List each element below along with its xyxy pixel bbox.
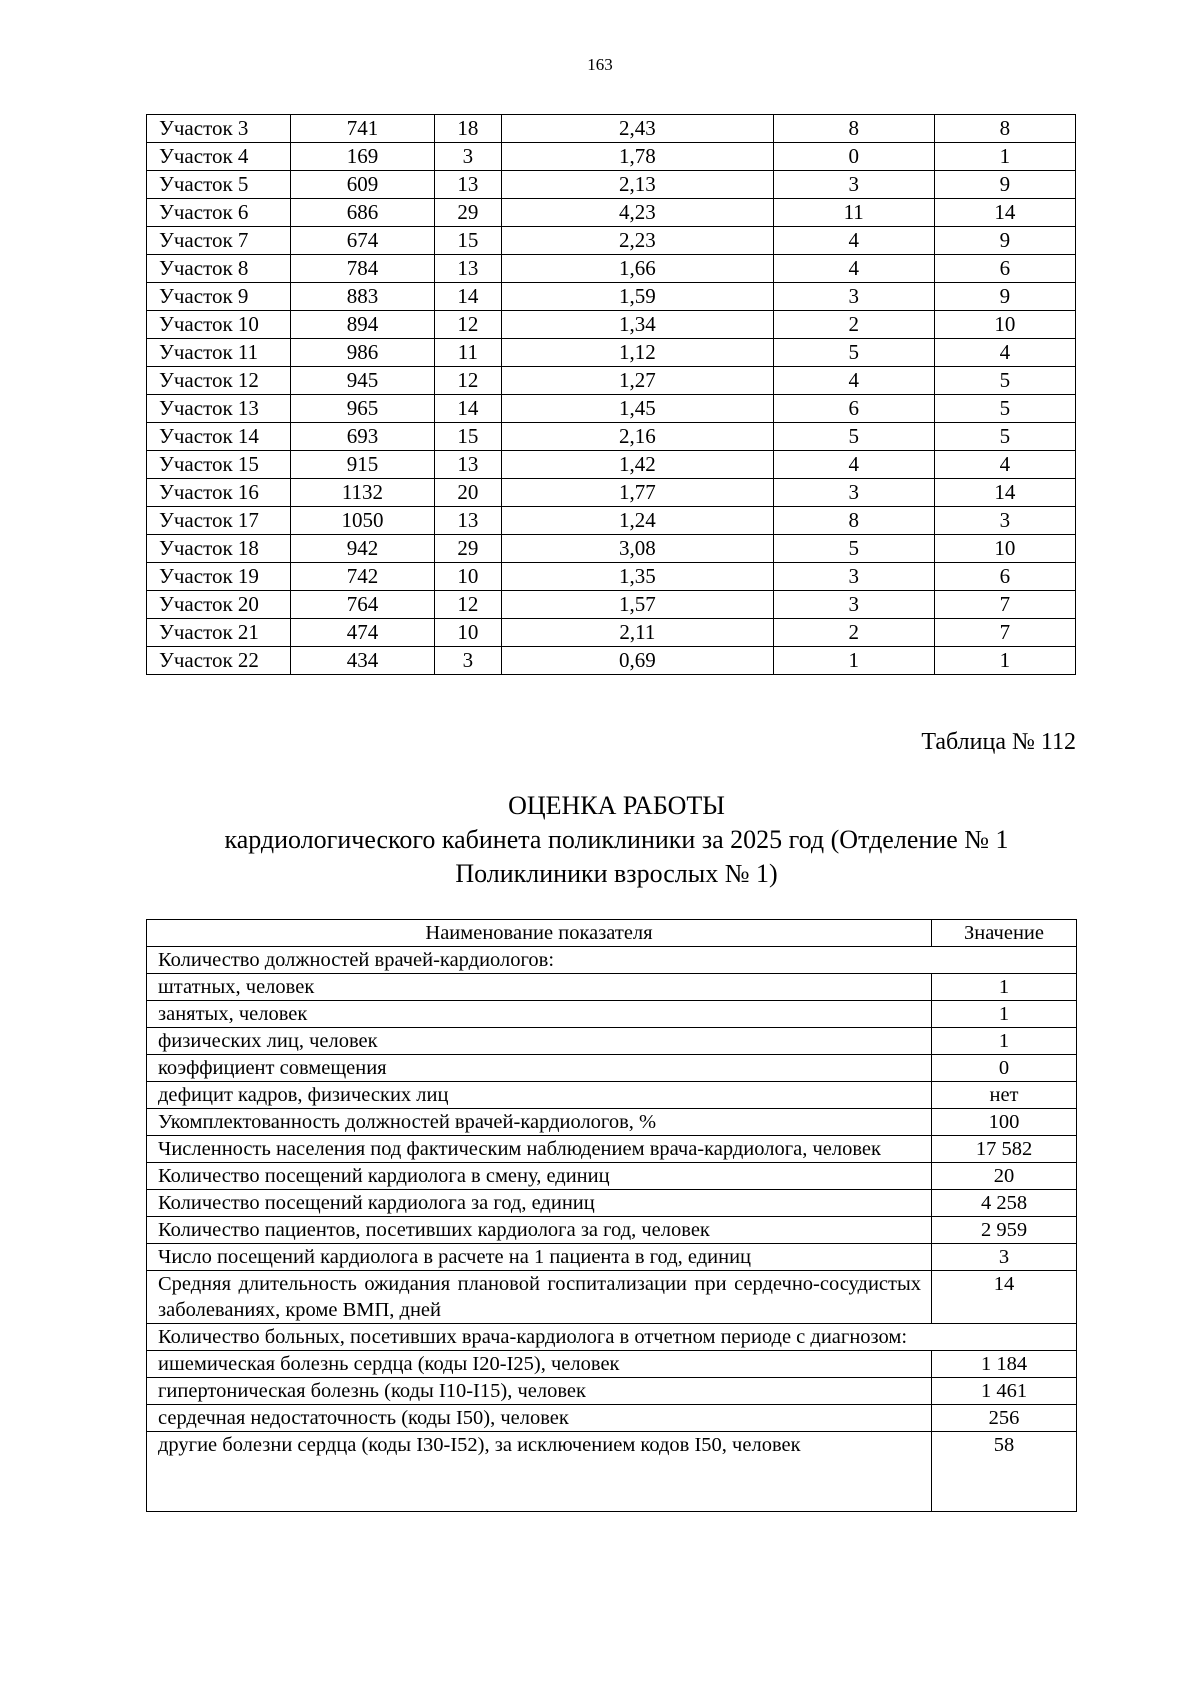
table-cell: 7 — [934, 619, 1075, 647]
table-cell: 14 — [434, 283, 501, 311]
table-cell: 741 — [291, 115, 435, 143]
table-row — [147, 1432, 1077, 1512]
table-cell: 764 — [291, 591, 435, 619]
table-cell: 8 — [773, 115, 934, 143]
district-name-cell: Участок 6 — [147, 199, 291, 227]
table-row — [147, 591, 1076, 619]
district-name-cell: Участок 17 — [147, 507, 291, 535]
table-row — [147, 1217, 1077, 1244]
table-cell: 12 — [434, 591, 501, 619]
header-value: Значение — [932, 920, 1077, 947]
table-cell: 1,27 — [502, 367, 774, 395]
table-cell: 1 — [934, 647, 1075, 675]
district-name-cell: Участок 18 — [147, 535, 291, 563]
table-row — [147, 1028, 1077, 1055]
table-cell: 0 — [773, 143, 934, 171]
indicator-label: гипертоническая болезнь (коды I10-I15), человек — [147, 1378, 932, 1405]
table-cell: 13 — [434, 255, 501, 283]
district-name-cell: Участок 5 — [147, 171, 291, 199]
indicator-value: 1 — [932, 1001, 1077, 1028]
table-cell: 8 — [773, 507, 934, 535]
table-cell: 13 — [434, 451, 501, 479]
indicator-label: Численность населения под фактическим наблюдением врача-кардиолога, человек — [147, 1136, 932, 1163]
table-cell: 784 — [291, 255, 435, 283]
indicator-value: нет — [932, 1082, 1077, 1109]
indicator-value: 0 — [932, 1055, 1077, 1082]
table-cell: 1,57 — [502, 591, 774, 619]
table-row — [147, 507, 1076, 535]
table-cell: 1,78 — [502, 143, 774, 171]
table-cell: 742 — [291, 563, 435, 591]
indicator-label: дефицит кадров, физических лиц — [147, 1082, 932, 1109]
table-subtitle-line1: кардиологического кабинета поликлиники за 2025 год (Отделение № 1 — [224, 825, 1009, 854]
table-cell: 9 — [934, 227, 1075, 255]
district-stats-table — [146, 114, 1076, 675]
table-row — [147, 451, 1076, 479]
table-row — [147, 1163, 1077, 1190]
table-cell: 945 — [291, 367, 435, 395]
table-cell: 434 — [291, 647, 435, 675]
table-cell: 169 — [291, 143, 435, 171]
table-cell: 1,66 — [502, 255, 774, 283]
table-cell: 2,43 — [502, 115, 774, 143]
table-cell: 1,12 — [502, 339, 774, 367]
table-cell: 1,45 — [502, 395, 774, 423]
cardiology-indicators-table — [146, 919, 1077, 1512]
table-cell: 6 — [934, 563, 1075, 591]
section-header-row — [147, 1324, 1077, 1351]
table-cell: 13 — [434, 171, 501, 199]
table-cell: 4 — [934, 339, 1075, 367]
table-cell: 4 — [773, 227, 934, 255]
table-cell: 4 — [773, 255, 934, 283]
indicator-value: 256 — [932, 1405, 1077, 1432]
district-name-cell: Участок 8 — [147, 255, 291, 283]
table-cell: 2 — [773, 311, 934, 339]
table-cell: 1,59 — [502, 283, 774, 311]
table-cell: 5 — [773, 339, 934, 367]
table-cell: 12 — [434, 367, 501, 395]
table-cell: 2,23 — [502, 227, 774, 255]
district-name-cell: Участок 11 — [147, 339, 291, 367]
indicator-value: 2 959 — [932, 1217, 1077, 1244]
table-row — [147, 1190, 1077, 1217]
district-name-cell: Участок 13 — [147, 395, 291, 423]
indicator-value: 58 — [932, 1432, 1077, 1512]
district-name-cell: Участок 12 — [147, 367, 291, 395]
table-cell: 5 — [934, 395, 1075, 423]
district-name-cell: Участок 4 — [147, 143, 291, 171]
table-cell: 7 — [934, 591, 1075, 619]
indicator-value: 1 — [932, 1028, 1077, 1055]
table-cell: 674 — [291, 227, 435, 255]
table-row — [147, 1351, 1077, 1378]
table-cell: 29 — [434, 199, 501, 227]
table-cell: 3 — [773, 591, 934, 619]
table-cell: 15 — [434, 227, 501, 255]
table-cell: 686 — [291, 199, 435, 227]
district-name-cell: Участок 14 — [147, 423, 291, 451]
table-cell: 883 — [291, 283, 435, 311]
indicator-label: другие болезни сердца (коды I30-I52), за исключением кодов I50, человек — [147, 1432, 932, 1512]
table-row — [147, 227, 1076, 255]
table-cell: 1,34 — [502, 311, 774, 339]
indicator-label: коэффициент совмещения — [147, 1055, 932, 1082]
indicator-label: Количество пациентов, посетивших кардиолога за год, человек — [147, 1217, 932, 1244]
indicator-label: Количество посещений кардиолога в смену, единиц — [147, 1163, 932, 1190]
table-cell: 10 — [934, 535, 1075, 563]
header-indicator-name: Наименование показателя — [147, 920, 932, 947]
table-row — [147, 1055, 1077, 1082]
table-row — [147, 311, 1076, 339]
table-row — [147, 1378, 1077, 1405]
indicator-label: Количество посещений кардиолога за год, единиц — [147, 1190, 932, 1217]
table-cell: 3 — [773, 479, 934, 507]
table-row — [147, 283, 1076, 311]
table-cell: 3 — [934, 507, 1075, 535]
table-cell: 1,77 — [502, 479, 774, 507]
table-cell: 3 — [434, 647, 501, 675]
table-row — [147, 255, 1076, 283]
table-cell: 2,13 — [502, 171, 774, 199]
district-name-cell: Участок 19 — [147, 563, 291, 591]
table-row — [147, 1405, 1077, 1432]
table-row — [147, 199, 1076, 227]
indicator-label: ишемическая болезнь сердца (коды I20-I25), человек — [147, 1351, 932, 1378]
table-cell: 1 — [934, 143, 1075, 171]
table-cell: 8 — [934, 115, 1075, 143]
table-cell: 2 — [773, 619, 934, 647]
table-cell: 10 — [934, 311, 1075, 339]
table-cell: 3 — [773, 283, 934, 311]
district-name-cell: Участок 10 — [147, 311, 291, 339]
table-cell: 474 — [291, 619, 435, 647]
table-cell: 609 — [291, 171, 435, 199]
table-cell: 5 — [934, 367, 1075, 395]
table-cell: 1,24 — [502, 507, 774, 535]
indicator-label: Укомплектованность должностей врачей-кардиологов, % — [147, 1109, 932, 1136]
district-name-cell: Участок 20 — [147, 591, 291, 619]
table-cell: 965 — [291, 395, 435, 423]
table-row — [147, 974, 1077, 1001]
table-row — [147, 423, 1076, 451]
indicator-value: 1 — [932, 974, 1077, 1001]
table-cell: 1132 — [291, 479, 435, 507]
table-cell: 915 — [291, 451, 435, 479]
table-cell: 2,11 — [502, 619, 774, 647]
table-cell: 6 — [773, 395, 934, 423]
indicator-label: сердечная недостаточность (коды I50), человек — [147, 1405, 932, 1432]
table-header-row — [147, 920, 1077, 947]
table-cell: 5 — [773, 535, 934, 563]
indicator-value: 4 258 — [932, 1190, 1077, 1217]
table-cell: 1,42 — [502, 451, 774, 479]
table-caption: Таблица № 112 — [921, 729, 1076, 755]
table-cell: 14 — [434, 395, 501, 423]
table-row — [147, 395, 1076, 423]
table-cell: 0,69 — [502, 647, 774, 675]
district-name-cell: Участок 16 — [147, 479, 291, 507]
indicator-label: Число посещений кардиолога в расчете на 1 пациента в год, единиц — [147, 1244, 932, 1271]
indicator-value: 14 — [932, 1271, 1077, 1324]
table-row — [147, 1082, 1077, 1109]
indicator-label: Средняя длительность ожидания плановой госпитализации при сердечно-сосудистых заболеваниях, кроме ВМП, дней — [147, 1271, 932, 1324]
indicator-value: 20 — [932, 1163, 1077, 1190]
district-name-cell: Участок 21 — [147, 619, 291, 647]
district-name-cell: Участок 3 — [147, 115, 291, 143]
table-row — [147, 563, 1076, 591]
table-row — [147, 1244, 1077, 1271]
table-cell: 6 — [934, 255, 1075, 283]
table-row — [147, 115, 1076, 143]
table-row — [147, 1136, 1077, 1163]
table-cell: 942 — [291, 535, 435, 563]
indicator-label: физических лиц, человек — [147, 1028, 932, 1055]
table-title: ОЦЕНКА РАБОТЫ — [508, 791, 725, 820]
table-cell: 4 — [934, 451, 1075, 479]
section-header-row — [147, 947, 1077, 974]
table-row — [147, 143, 1076, 171]
table-subtitle-line2: Поликлиники взрослых № 1) — [455, 859, 778, 888]
table-cell: 14 — [934, 199, 1075, 227]
table-row — [147, 171, 1076, 199]
indicator-value: 17 582 — [932, 1136, 1077, 1163]
table-row — [147, 647, 1076, 675]
table-cell: 4 — [773, 451, 934, 479]
section-label: Количество больных, посетивших врача-кардиолога в отчетном периоде с диагнозом: — [147, 1324, 1077, 1351]
table-cell: 18 — [434, 115, 501, 143]
table-cell: 10 — [434, 563, 501, 591]
table-cell: 3 — [773, 563, 934, 591]
indicator-value: 1 461 — [932, 1378, 1077, 1405]
table-cell: 29 — [434, 535, 501, 563]
table-cell: 693 — [291, 423, 435, 451]
table-row — [147, 479, 1076, 507]
district-name-cell: Участок 15 — [147, 451, 291, 479]
indicator-value: 1 184 — [932, 1351, 1077, 1378]
indicator-label: штатных, человек — [147, 974, 932, 1001]
table-cell: 4,23 — [502, 199, 774, 227]
page-number: 163 — [587, 55, 613, 74]
table-cell: 3 — [773, 171, 934, 199]
table-row — [147, 619, 1076, 647]
table-cell: 11 — [773, 199, 934, 227]
table-row — [147, 339, 1076, 367]
table-cell: 13 — [434, 507, 501, 535]
table-cell: 12 — [434, 311, 501, 339]
table-row — [147, 1001, 1077, 1028]
table-row — [147, 1109, 1077, 1136]
table-row — [147, 367, 1076, 395]
table-cell: 5 — [934, 423, 1075, 451]
table-cell: 5 — [773, 423, 934, 451]
table-row — [147, 1271, 1077, 1324]
table-cell: 986 — [291, 339, 435, 367]
district-name-cell: Участок 7 — [147, 227, 291, 255]
table-cell: 2,16 — [502, 423, 774, 451]
table-row — [147, 535, 1076, 563]
district-name-cell: Участок 9 — [147, 283, 291, 311]
table-cell: 4 — [773, 367, 934, 395]
table-cell: 3,08 — [502, 535, 774, 563]
section-label: Количество должностей врачей-кардиологов: — [147, 947, 1077, 974]
district-name-cell: Участок 22 — [147, 647, 291, 675]
table-cell: 894 — [291, 311, 435, 339]
table-cell: 11 — [434, 339, 501, 367]
table-cell: 1,35 — [502, 563, 774, 591]
table-cell: 10 — [434, 619, 501, 647]
indicator-value: 3 — [932, 1244, 1077, 1271]
table-cell: 9 — [934, 283, 1075, 311]
table-cell: 14 — [934, 479, 1075, 507]
table-cell: 1 — [773, 647, 934, 675]
table-cell: 1050 — [291, 507, 435, 535]
table-cell: 20 — [434, 479, 501, 507]
table-cell: 3 — [434, 143, 501, 171]
table-cell: 15 — [434, 423, 501, 451]
indicator-value: 100 — [932, 1109, 1077, 1136]
table-cell: 9 — [934, 171, 1075, 199]
indicator-label: занятых, человек — [147, 1001, 932, 1028]
